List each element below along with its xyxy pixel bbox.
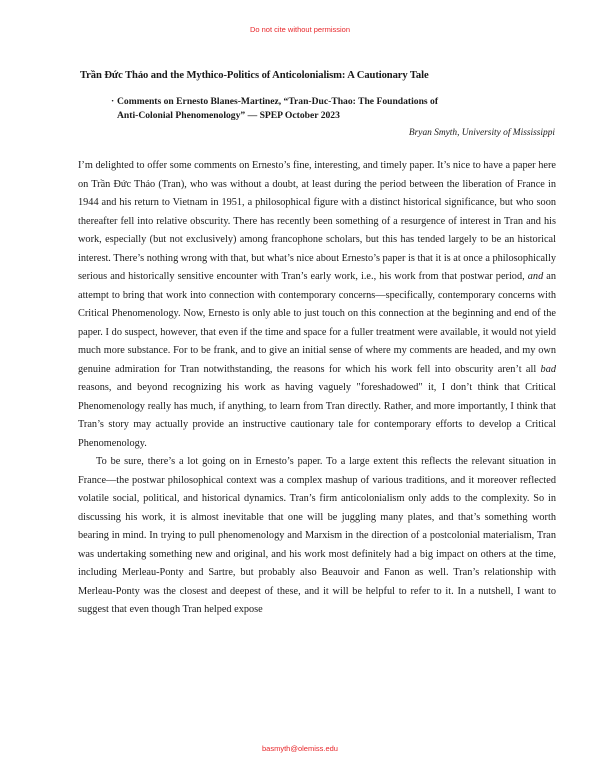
subtitle-text-1: Comments on Ernesto Blanes-Martinez, “Tran-Duc-Thao: The Foundations of [117, 96, 439, 107]
confidentiality-notice: Do not cite without permission [249, 25, 351, 34]
document-body [78, 157, 556, 620]
document-title: Trần Đức Thảo and the Mythico-Politics of Anticolonialism: A Cautionary Tale [80, 70, 429, 81]
subtitle-line-2: Anti-Colonial Phenomenology” — SPEP October 2023 [117, 110, 340, 121]
author-byline: Bryan Smyth, University of Mississippi [408, 128, 555, 138]
author-email: basmyth@olemiss.edu [262, 744, 338, 753]
paragraph-2: To be sure, there’s a lot going on in Ernesto’s paper. To a large extent this reflects the relevant situation in France—the postwar philosophical context was a complex mashup of various traditions, and it moreover reflected volatile social, political, and historical dynamics. Tran’s firm anticolonialism only adds to the complexity. So in discussing his work, it is almost inevitable that one will be juggling many plates, and that’s something worth bearing in mind. In trying to pull phenomenology and Marxism in the direction of a postcolonial materialism, Tran was undertaking something new and original, and his work most definitely had a big impact on others at the time, including Merleau-Ponty and Sartre, but probably also Beauvoir and Fanon as well. Tran’s relationship with Merleau-Ponty was the closest and deepest of these, and it will be helpful to refer to it. In a nutshell, I want to suggest that even though Tran helped expose [78, 456, 556, 615]
emphasis-and: and [527, 271, 544, 282]
paragraph-1 [78, 157, 556, 453]
emphasis-bad: bad [540, 363, 556, 375]
document-subtitle [111, 95, 556, 123]
subtitle-line-1 [111, 95, 556, 109]
paragraph-1-text-a: I’m delighted to offer some comments on Ernesto’s fine, interesting, and timely paper. It’s nice to have a paper here on Trần Đức Thảo (Tran), who was without a doubt, at least during the period between the liberation of France in 1944 and his return to Vietnam in 1951, a philosophical figure with a distinct historical significance, but who soon thereafter fell into relative obscurity. There has recently been something of a resurgence of interest in Tran and his work, especially (but not exclusively) among francophone scholars, but this has tended largely to be an historical interest. There’s nothing wrong with that, but what’s nice about Ernesto’s paper is that it is at once a philosophically serious and historically sensitive encounter with Tran’s early work, i.e., his work from that postwar period, [78, 160, 556, 282]
bullet-icon: · [111, 96, 115, 107]
paragraph-1-text-c: reasons, and beyond recognizing his work as having vaguely "foreshadowed" it, I don’t think that Critical Phenomenology really has much, if anything, to learn from Tran directly. Rather, and more importantly, I think that Tran’s story may actually provide an instructive cautionary tale for contemporary efforts to develop a Critical Phenomenology. [78, 382, 556, 449]
paragraph-1-text-b: an attempt to bring that work into connection with contemporary concerns—specifically, contemporary concerns with Critical Phenomenology. Now, Ernesto is only able to just touch on this connection at the beginning and end of the paper. I do suspect, however, that even if the time and space for a fuller treatment were available, it would not yield much more substance. For to be frank, and to give an initial sense of where my comments are headed, and my own genuine admiration for Tran notwithstanding, the reasons for which his work fell into obscurity aren’t all [78, 271, 557, 375]
